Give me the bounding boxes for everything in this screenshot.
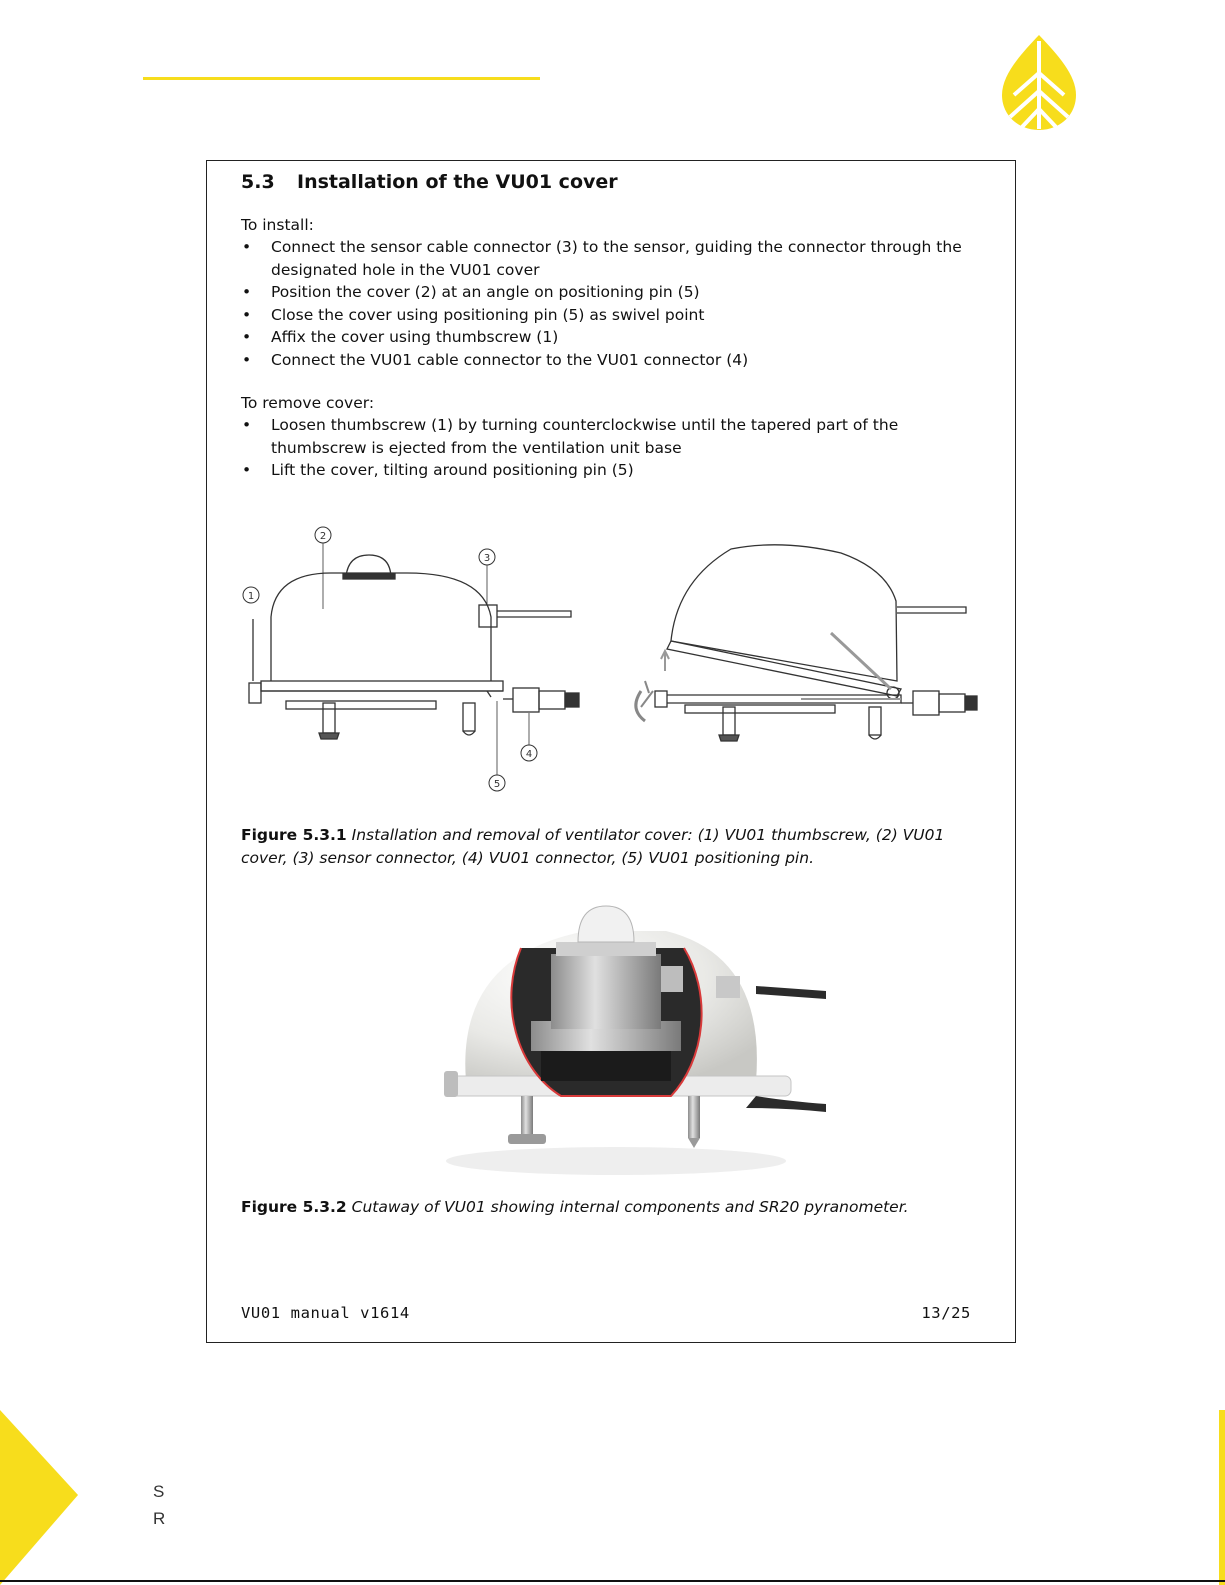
margin-letter: R <box>153 1509 166 1528</box>
bottom-rule <box>0 1580 1225 1582</box>
manual-footer-title: VU01 manual v1614 <box>241 1304 410 1322</box>
leaf-logo-icon <box>1000 33 1078 133</box>
list-item: • Loosen thumbscrew (1) by turning counterclockwise until the tapered part of the thumbscrew is ejected from the ventilation unit base <box>241 414 981 459</box>
remove-intro: To remove cover: <box>241 394 375 412</box>
figure-5-3-2-caption <box>241 1196 981 1219</box>
list-item: • Position the cover (2) at an angle on positioning pin (5) <box>241 281 981 304</box>
remove-steps-list <box>241 414 981 482</box>
install-steps-list <box>241 236 981 372</box>
install-intro: To install: <box>241 216 314 234</box>
list-item: • Connect the VU01 cable connector to the VU01 connector (4) <box>241 349 981 372</box>
figure-caption-text: Cutaway of VU01 showing internal components and SR20 pyranometer. <box>351 1198 909 1216</box>
section-heading <box>241 171 618 193</box>
callout-1-label: 1 <box>247 591 255 602</box>
callout-4-label: 4 <box>525 749 533 760</box>
margin-letter: S <box>153 1482 165 1501</box>
callout-2-label: 2 <box>319 531 327 542</box>
page-number: 13/25 <box>921 1304 971 1322</box>
callout-3-label: 3 <box>483 553 491 564</box>
right-edge-accent <box>1219 1410 1225 1585</box>
header-accent-rule <box>143 77 540 80</box>
list-item: • Connect the sensor cable connector (3) to the sensor, guiding the connector through the designated hole in the VU01 cover <box>241 236 981 281</box>
list-item: • Close the cover using positioning pin (5) as swivel point <box>241 304 981 327</box>
list-item: • Lift the cover, tilting around positioning pin (5) <box>241 459 981 482</box>
callout-5-label: 5 <box>493 779 501 790</box>
manual-page-frame <box>206 160 1016 1343</box>
margin-letters <box>153 1478 165 1532</box>
section-number: 5.3 <box>241 171 275 193</box>
list-item: • Affix the cover using thumbscrew (1) <box>241 326 981 349</box>
figure-label: Figure 5.3.1 <box>241 826 347 844</box>
figure-5-3-1-caption <box>241 824 981 869</box>
section-title: Installation of the VU01 cover <box>297 171 618 193</box>
corner-accent-shape <box>0 1410 80 1585</box>
figure-5-3-2-cutaway-image <box>426 896 826 1181</box>
figure-caption-text: Installation and removal of ventilator cover: (1) VU01 thumbscrew, (2) VU01 cover, (3) sensor connector, (4) VU01 connector, (5) VU01 positioning pin. <box>241 826 945 867</box>
figure-5-3-1-drawing <box>241 521 1001 811</box>
figure-label: Figure 5.3.2 <box>241 1198 347 1216</box>
